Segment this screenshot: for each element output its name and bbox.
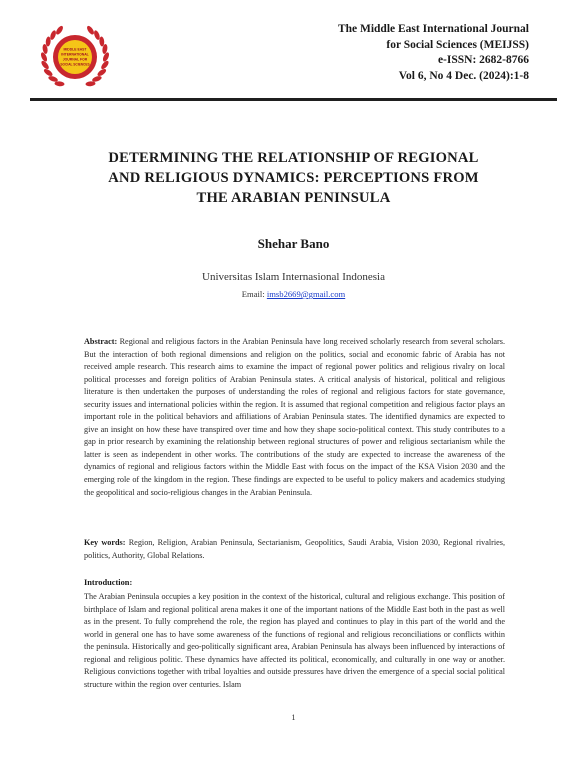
laurel-leaf xyxy=(45,36,51,46)
email-label: Email: xyxy=(241,289,267,299)
laurel-leaf xyxy=(99,36,105,46)
title-line-2: AND RELIGIOUS DYNAMICS: PERCEPTIONS FROM xyxy=(108,170,479,186)
laurel-leaf xyxy=(96,68,107,78)
journal-logo xyxy=(34,14,116,96)
logo-line-1: MIDDLE EAST xyxy=(63,47,87,52)
abstract-text: Regional and religious factors in the Arabian Peninsula have long received scholarly research from several scholars. But the interaction of both regional dimensions and religion on the politics, social and economic fabric of Arabia has not received ample research. This research aims to examine the impact of regional power politics and religious rivalry on local political processes and foreign politics of Arabian Peninsula states. A critical analysis of historical, political and religious literature is then undertaken the purposes of understanding the roles of regional and religious factors for state governance, security issues and international policies within the region. It is assumed that regional competition and religious factor plays an important role in the political behaviors and affiliations of Arabian Peninsula states. The identified dynamics are expected to give an insight on how these have transpired over time and how they shape socio-political context. This study contributes to a gap in prior research by examining the relationship between regional structures of power and religious sectarianism while the latter is seen as independent in other works. The contributions of the study are expected to increase the awareness of the dynamics of regional and religious factors within the Middle East with focus on the impact of the KSA Vision 2030 and the emerging role of the kingdom in the region. These findings are expected to be useful to policy makers and academics studying the geopolitical and socio-religious changes in the Arabian Peninsula. xyxy=(84,337,505,497)
journal-volume: Vol 6, No 4 Dec. (2024):1-8 xyxy=(398,69,529,82)
email-link[interactable]: imsb2669@gmail.com xyxy=(266,289,346,299)
header-rule xyxy=(30,98,557,101)
introduction-text: The Arabian Peninsula occupies a key position in the context of the historical, cultural and religious exchange. This position of birthplace of Islam and regional political arena makes it one of the important nations of the Middle East both in the past as well as in the present. To fully comprehend the role, the region has played and continues to play in this part of the world and the world in general one has to have some awareness of the functions of regional and religious reconciliations or conflicts within the peninsula. Historically and geo-politically significant area, Arabian Peninsula has always been influenced by interactions of regional and religious politic. These dynamics have affected its political, economically, and culturally in one way or another. Religious convictions together with tribal loyalties and outside pressures have driven the emergence of a special social political structure within the region over centuries. Islam xyxy=(84,592,505,689)
abstract-label: Abstract: xyxy=(84,337,118,346)
laurel-seal-icon xyxy=(34,14,116,96)
author-email xyxy=(0,289,587,299)
journal-issn: e-ISSN: 2682-8766 xyxy=(437,54,529,66)
author-affiliation: Universitas Islam Internasional Indonesia xyxy=(202,271,385,283)
author-name: Shehar Bano xyxy=(257,236,330,251)
laurel-leaf xyxy=(54,81,64,87)
title-line-1: DETERMINING THE RELATIONSHIP OF REGIONAL xyxy=(108,150,479,166)
laurel-leaf xyxy=(43,68,54,78)
laurel-leaf xyxy=(40,51,49,62)
laurel-leaf xyxy=(85,81,95,87)
journal-name-line-2: for Social Sciences (MEIJSS) xyxy=(386,38,529,51)
keywords xyxy=(84,537,505,562)
page-number: 1 xyxy=(291,713,296,722)
laurel-leaf xyxy=(86,25,96,36)
abstract xyxy=(84,336,505,499)
title-line-3: THE ARABIAN PENINSULA xyxy=(196,190,391,206)
paper-title xyxy=(70,148,517,208)
keywords-text: Region, Religion, Arabian Peninsula, Sectarianism, Geopolitics, Saudi Arabia, Vision 2030, Regional rivalries, politics, Authority, Global Relations. xyxy=(84,538,506,560)
laurel-leaf xyxy=(55,25,65,36)
keywords-label: Key words: xyxy=(84,538,126,547)
journal-name-line-1: The Middle East International Journal xyxy=(337,23,529,35)
laurel-leaf xyxy=(102,51,111,62)
logo-line-3: JOURNAL FOR xyxy=(62,57,88,62)
introduction-heading: Introduction: xyxy=(84,578,133,587)
journal-header xyxy=(229,22,529,84)
logo-line-2: INTERNATIONAL xyxy=(61,52,89,57)
logo-line-4: SOCIAL SCIENCES xyxy=(60,62,90,67)
